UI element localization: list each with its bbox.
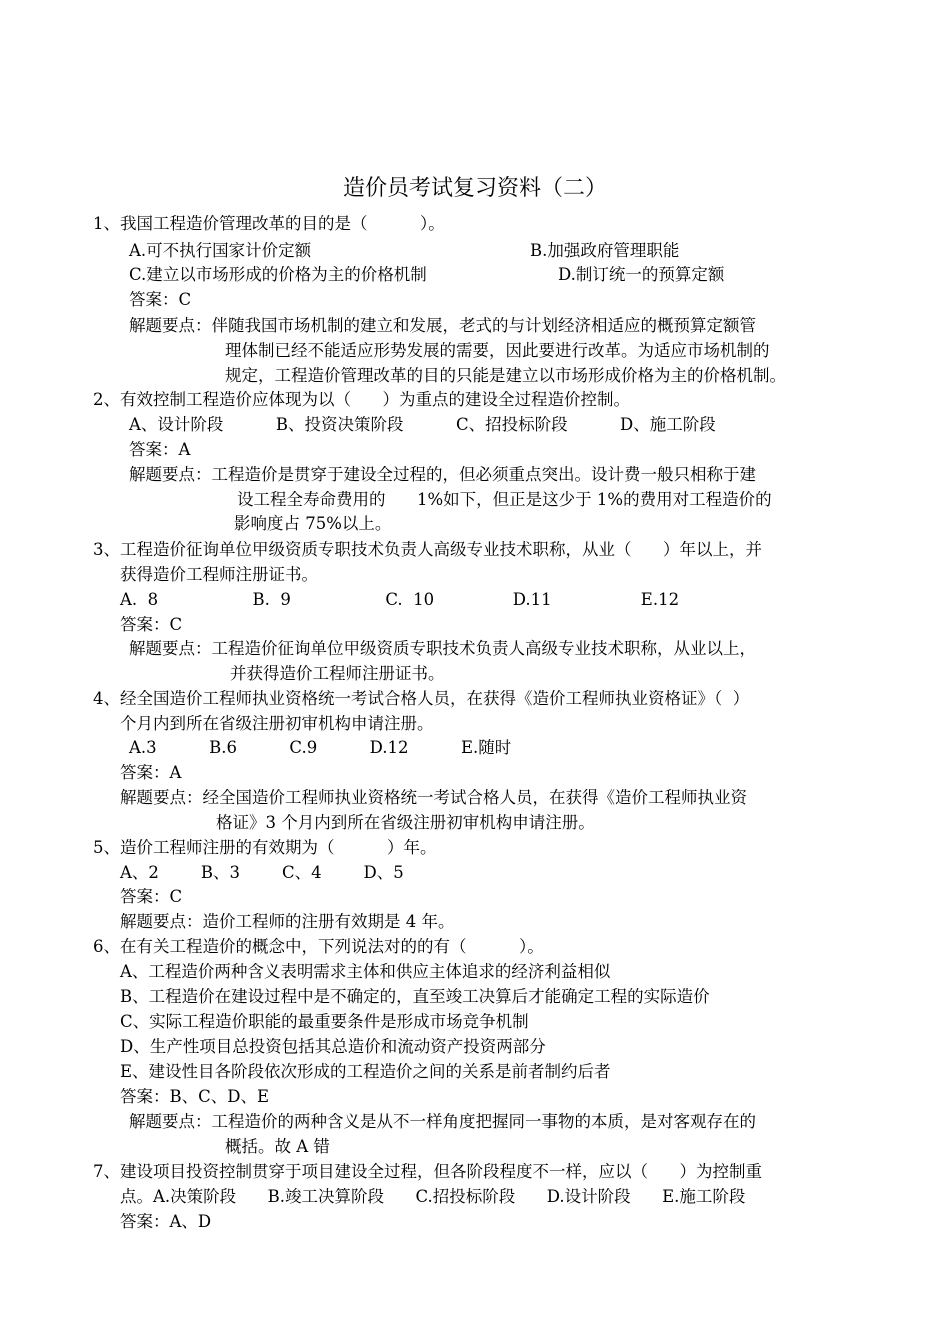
q2-explanation-line-2: 设工程全寿命费用的 1%如下，但正是这少于 1%的费用对工程造价的	[237, 490, 772, 509]
q1-stem: 1、我国工程造价管理改革的目的是（ ）。	[93, 214, 445, 233]
q6-option-b: B、工程造价在建设过程中是不确定的，直至竣工决算后才能确定工程的实际造价	[120, 987, 710, 1006]
q2-explanation-line-1: 解题要点：工程造价是贯穿于建设全过程的，但必须重点突出。设计费一般只相称于建	[129, 465, 756, 484]
q1-option-d: D.制订统一的预算定额	[558, 265, 725, 284]
q1-option-b: B.加强政府管理职能	[530, 241, 680, 260]
q7-answer: 答案：A、D	[120, 1212, 212, 1231]
q1-explanation-line-3: 规定，工程造价管理改革的目的只能是建立以市场形成价格为主的价格机制。	[225, 366, 786, 385]
q3-explanation-line-1: 解题要点：工程造价征询单位甲级资质专职技术负责人高级专业技术职称，从业以上，	[129, 639, 756, 658]
q6-answer: 答案：B、C、D、E	[120, 1087, 270, 1106]
q5-stem: 5、造价工程师注册的有效期为（ ）年。	[93, 838, 437, 857]
q1-option-c: C.建立以市场形成的价格为主的价格机制	[129, 265, 427, 284]
q2-answer: 答案：A	[129, 440, 191, 459]
q4-options: A.3 B.6 C.9 D.12 E.随时	[129, 738, 512, 757]
q4-answer: 答案：A	[120, 763, 182, 782]
q1-explanation-line-2: 理体制已经不能适应形势发展的需要，因此要进行改革。为适应市场机制的	[225, 341, 770, 360]
q7-stem-line-2: 点。A.决策阶段 B.竣工决算阶段 C.招投标阶段 D.设计阶段 E.施工阶段	[120, 1187, 746, 1206]
q1-answer: 答案：C	[129, 290, 192, 309]
q6-stem: 6、在有关工程造价的概念中，下列说法对的的有（ ）。	[93, 937, 544, 956]
q4-explanation-line-2: 格证》3 个月内到所在省级注册初审机构申请注册。	[216, 813, 595, 832]
q6-option-c: C、实际工程造价职能的最重要条件是形成市场竞争机制	[120, 1012, 529, 1031]
q2-explanation-line-3: 影响度占 75%以上。	[234, 514, 392, 533]
q1-explanation-line-1: 解题要点：伴随我国市场机制的建立和发展，老式的与计划经济相适应的概预算定额管	[129, 316, 756, 335]
q5-options: A、2 B、3 C、4 D、5	[120, 863, 404, 882]
q3-stem-line-1: 3、工程造价征询单位甲级资质专职技术负责人高级专业技术职称，从业（ ）年以上，并	[93, 540, 762, 559]
q6-option-e: E、建设性目各阶段依次形成的工程造价之间的关系是前者制约后者	[120, 1062, 611, 1081]
q3-options: A. 8 B. 9 C. 10 D.11 E.12	[120, 590, 680, 609]
q4-stem-line-1: 4、经全国造价工程师执业资格统一考试合格人员，在获得《造价工程师执业资格证》（ ）	[93, 689, 750, 708]
q1-option-a: A.可不执行国家计价定额	[129, 241, 312, 260]
q3-answer: 答案：C	[120, 615, 183, 634]
q3-explanation-line-2: 并获得造价工程师注册证书。	[230, 664, 445, 683]
q5-explanation-line-1: 解题要点：造价工程师的注册有效期是 4 年。	[120, 912, 455, 931]
q2-options: A、设计阶段 B、投资决策阶段 C、招投标阶段 D、施工阶段	[129, 415, 716, 434]
q7-stem-line-1: 7、建设项目投资控制贯穿于项目建设全过程，但各阶段程度不一样，应以（ ）为控制重	[93, 1162, 762, 1181]
q5-answer: 答案：C	[120, 887, 183, 906]
q6-option-a: A、工程造价两种含义表明需求主体和供应主体追求的经济利益相似	[120, 962, 611, 981]
q3-stem-line-2: 获得造价工程师注册证书。	[120, 565, 318, 584]
page-title: 造价员考试复习资料（二）	[342, 176, 607, 201]
q6-explanation-line-2: 概括。故 A 错	[225, 1137, 330, 1156]
q4-stem-line-2: 个月内到所在省级注册初审机构申请注册。	[120, 714, 434, 733]
q2-stem: 2、有效控制工程造价应体现为以（ ）为重点的建设全过程造价控制。	[93, 390, 630, 409]
q4-explanation-line-1: 解题要点：经全国造价工程师执业资格统一考试合格人员，在获得《造价工程师执业资	[120, 788, 747, 807]
q6-option-d: D、生产性项目总投资包括其总造价和流动资产投资两部分	[120, 1037, 546, 1056]
q6-explanation-line-1: 解题要点：工程造价的两种含义是从不一样角度把握同一事物的本质，是对客观存在的	[129, 1112, 756, 1131]
